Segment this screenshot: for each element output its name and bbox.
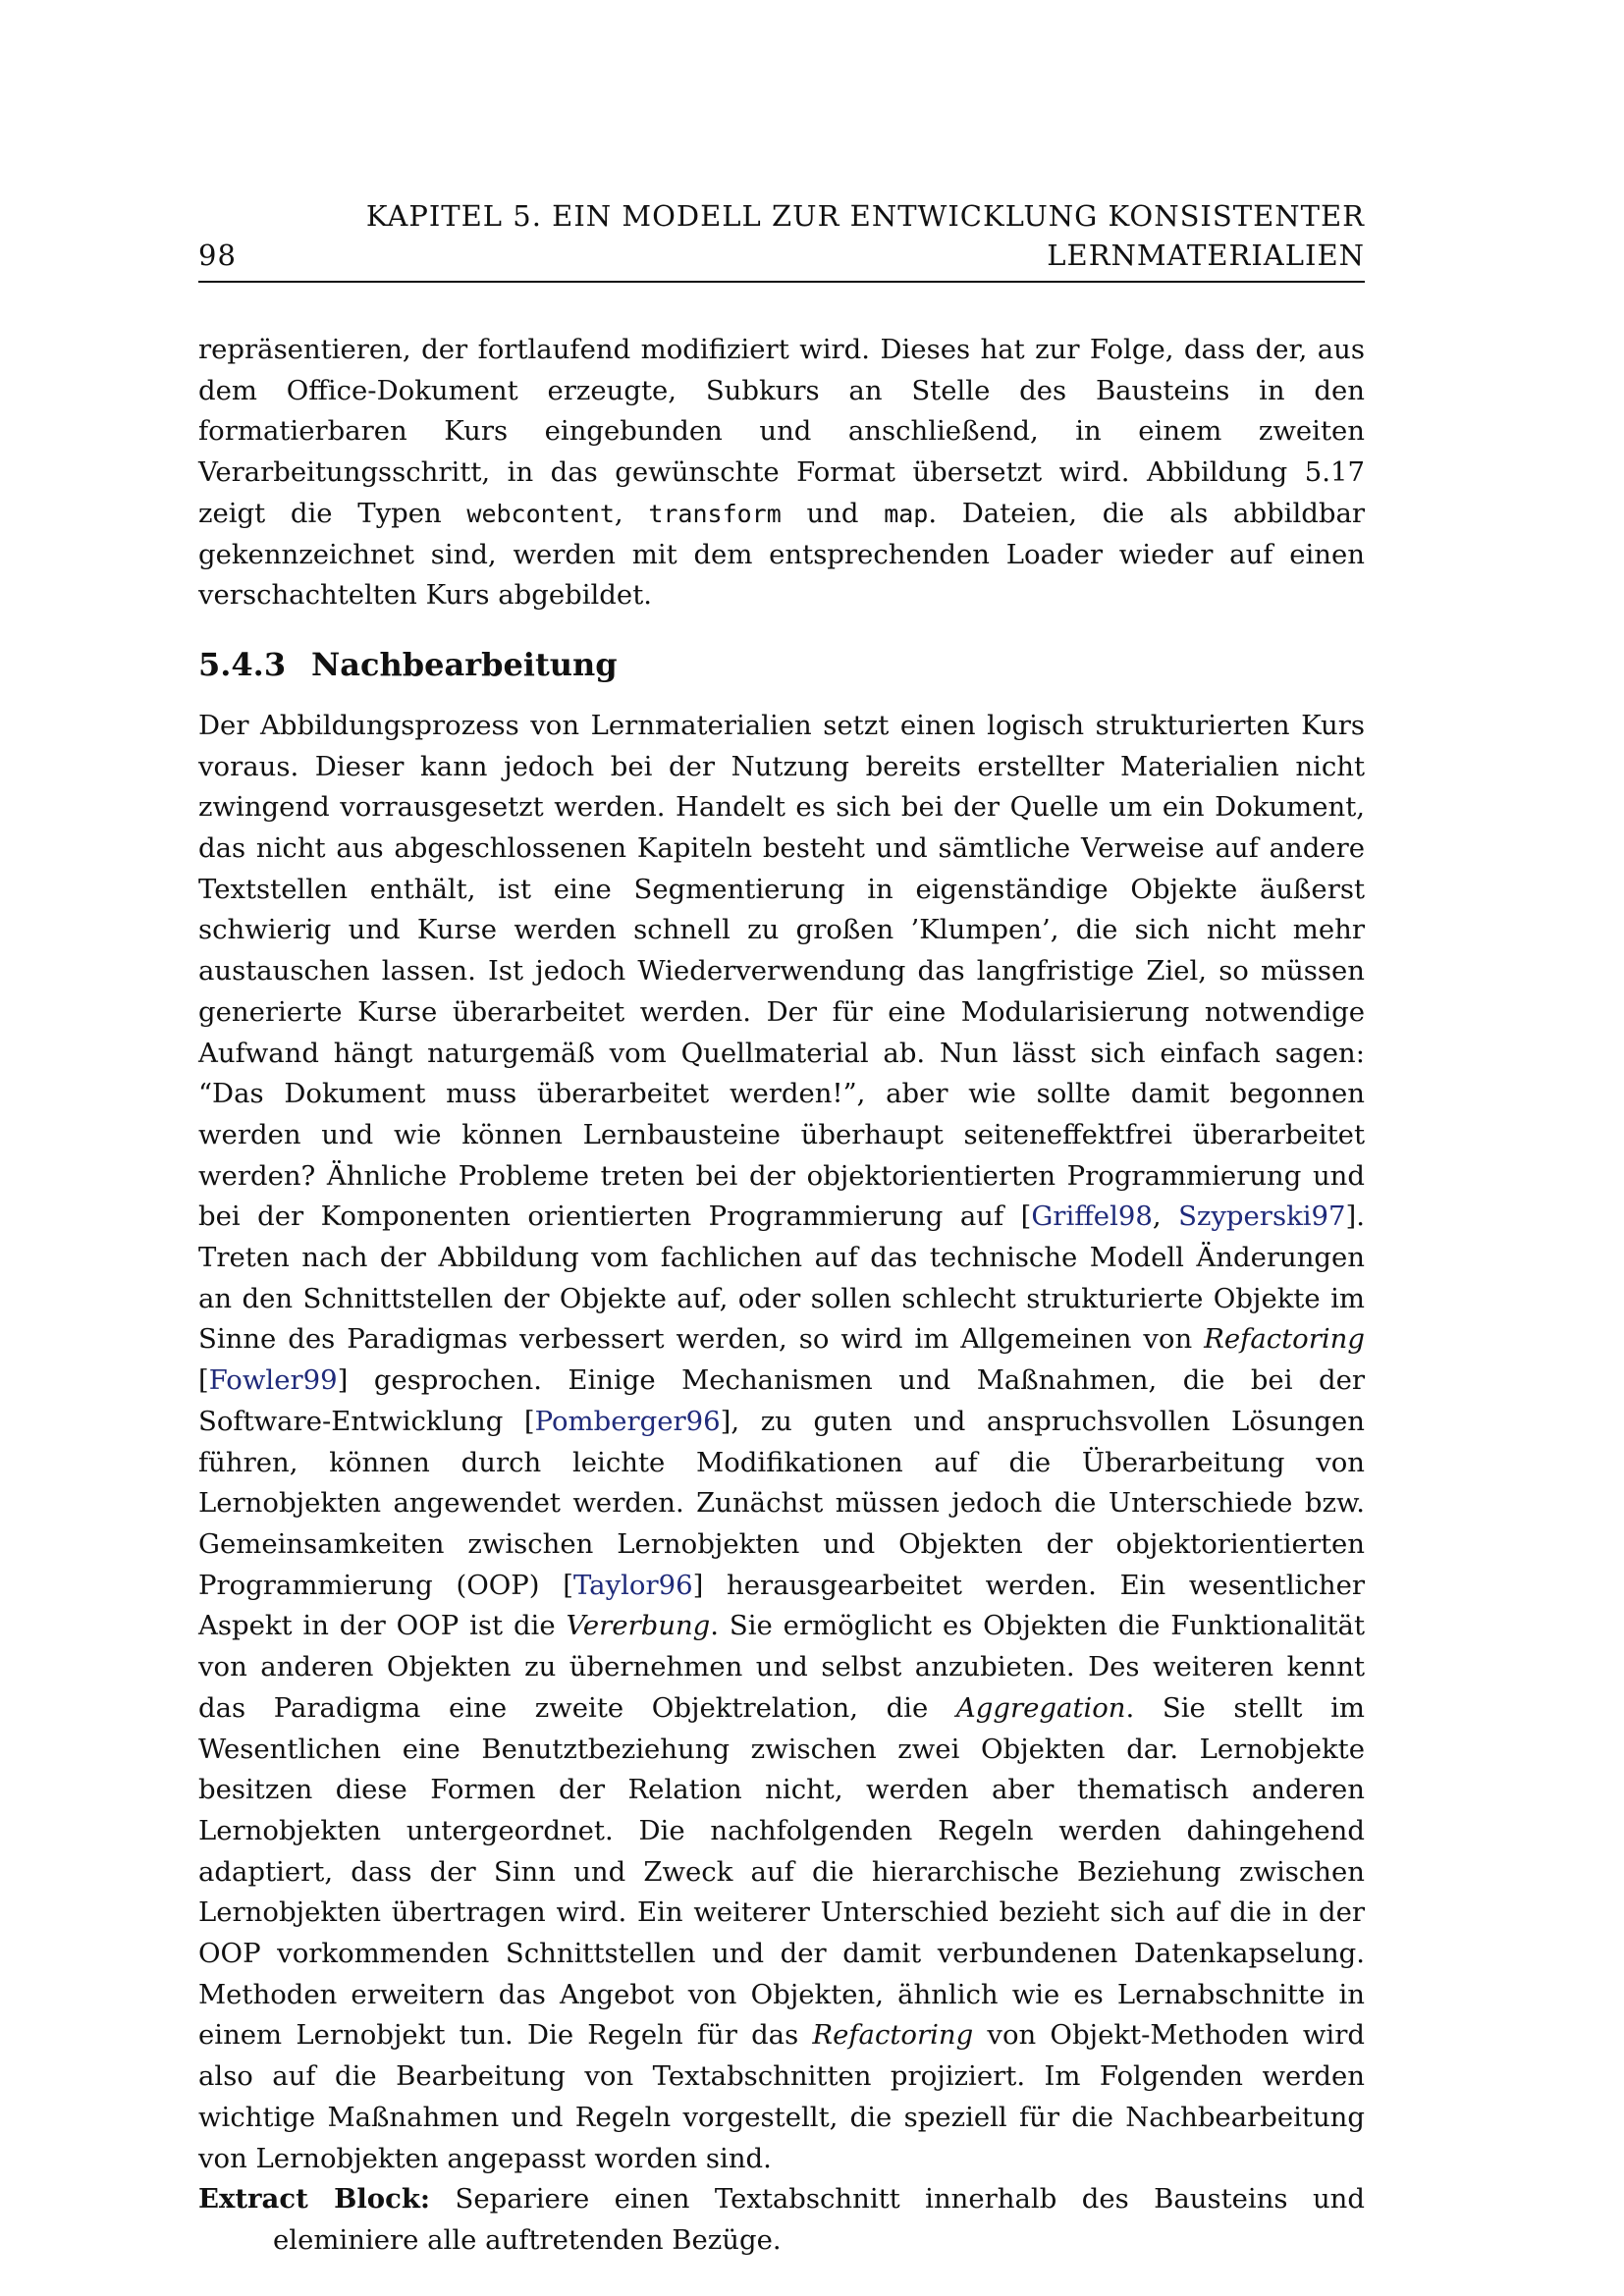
text-run: Der Abbildungsprozess von Lernmaterialien setzt einen logisch strukturierten Kurs voraus. Dieser kann jedoch bei der Nutzung bereits erstellter Materialien nicht zwingend vorrausgesetzt werden. Handelt es sich bei der Quelle um ein Dokument, das nicht aus abgeschlossenen Kapiteln besteht und sämtliche Verweise auf andere Textstellen enthält, ist eine Segmentierung in eigenständige Objekte äußerst schwierig und Kurse werden schnell zu großen ’Klumpen’, die sich nicht mehr austauschen lassen. Ist jedoch Wiederverwendung das langfristige Ziel, so müssen generierte Kurse überarbeitet werden. Der für eine Modularisierung notwendige Aufwand hängt naturgemäß vom Quellmaterial ab. Nun lässt sich einfach sagen: “Das Dokument muss überarbeitet werden!”, aber wie sollte damit begonnen werden und wie können Lernbausteine überhaupt seiteneffektfrei überarbeitet werden? Ähnliche Probleme treten bei der objektorientierten Programmierung und bei der Komponenten orientierten Programmierung auf [ <box>198 709 1365 1233</box>
definition-item <box>198 2179 1365 2261</box>
emphasis: Aggregation <box>955 1691 1126 1724</box>
chapter-title-line1: KAPITEL 5. EIN MODELL ZUR ENTWICKLUNG KONSISTENTER <box>365 199 1365 233</box>
code-map: map <box>884 499 929 528</box>
text-run: . Sie stellt im Wesentlichen eine Benutztbeziehung zwischen zwei Objekten dar. Lernobjekte besitzen diese Formen der Relation nicht, werden aber thematisch anderen Lernobjekten untergeordnet. Die nachfolgenden Regeln werden dahingehend adaptiert, dass der Sinn und Zweck auf die hierarchische Beziehung zwischen Lernobjekten übertragen wird. Ein weiterer Unterschied bezieht sich auf die in der OOP vorkommenden Schnittstellen und der damit verbundenen Datenkapselung. Methoden erweitern das Angebot von Objekten, ähnlich wie es Lernabschnitte in einem Lernobjekt tun. Die Regeln für das <box>198 1691 1365 2052</box>
text-run: , <box>1152 1201 1179 1233</box>
code-webcontent: webcontent <box>466 499 615 528</box>
text-run: ] gesprochen. Einige Mechanismen und Maßnahmen, die bei der Software-Entwicklung [ <box>198 1364 1365 1437</box>
text-run: ] herausgearbeitet werden. Ein wesentlicher Aspekt in der OOP ist die <box>198 1569 1365 1642</box>
text-run: , <box>614 497 649 529</box>
citation-link[interactable]: Pomberger96 <box>534 1405 721 1437</box>
definition-label: Extract Block: <box>198 2183 431 2216</box>
emphasis: Refactoring <box>812 2019 974 2052</box>
chapter-title-line2: LERNMATERIALIEN <box>1047 239 1365 272</box>
section-number: 5.4.3 <box>198 645 287 683</box>
text-run: ], zu guten und anspruchsvollen Lösungen führen, können durch leichte Modifikationen auf die Überarbeitung von Lernobjekten angewendet werden. Zunächst müssen jedoch die Unterschiede bzw. Gemeinsamkeiten zwischen Lernobjekten und Objekten der objektorientierten Programmierung (OOP) [ <box>198 1405 1365 1601</box>
text-run: ]. Treten nach der Abbildung vom fachlichen auf das technische Modell Änderungen an den Schnittstellen der Objekte auf, oder sollen schlecht strukturierte Objekte im Sinne des Paradigmas verbessert werden, so wird im Allgemeinen von <box>198 1201 1365 1356</box>
text-run: . Sie ermöglicht es Objekten die Funktionalität von anderen Objekten zu übernehmen und selbst anzubieten. Des weiteren kennt das Paradigma eine zweite Objektrelation, die <box>198 1610 1365 1724</box>
emphasis: Refactoring <box>1204 1323 1365 1356</box>
citation-link[interactable]: Griffel98 <box>1031 1201 1153 1233</box>
emphasis: Vererbung <box>566 1610 711 1642</box>
paragraph-intro <box>198 330 1365 616</box>
citation-link[interactable]: Fowler99 <box>208 1364 338 1397</box>
page-body <box>198 330 1365 2262</box>
text-run: und <box>781 497 885 529</box>
definition-text: Separiere einen Textabschnitt innerhalb des Bausteins und eleminiere alle auftretenden Bezüge. <box>273 2183 1365 2256</box>
citation-link[interactable]: Szyperski97 <box>1178 1201 1346 1233</box>
text-run: repräsentieren, der fortlaufend modifiziert wird. Dieses hat zur Folge, dass der, aus dem Office-Dokument erzeugte, Subkurs an Stelle des Bausteins in den formatierbaren Kurs eingebunden und anschließend, in einem zweiten Verarbeitungsschritt, in das gewünschte Format übersetzt wird. Abbildung 5.17 zeigt die Typen <box>198 334 1365 529</box>
section-heading <box>198 645 1365 684</box>
text-run: von Objekt-Methoden wird also auf die Bearbeitung von Textabschnitten projiziert. Im Folgenden werden wichtige Maßnahmen und Regeln vorgestellt, die speziell für die Nachbearbeitung von Lernobjekten angepasst worden sind. <box>198 2019 1365 2174</box>
running-header <box>198 196 1365 283</box>
text-run: [ <box>198 1364 209 1397</box>
code-transform: transform <box>648 499 782 528</box>
section-title: Nachbearbeitung <box>311 645 618 683</box>
text-run: . Dateien, die als abbildbar gekennzeichnet sind, werden mit dem entsprechenden Loader wieder auf einen verschachtelten Kurs abgebildet. <box>198 497 1366 612</box>
paragraph-main <box>198 706 1365 2179</box>
citation-link[interactable]: Taylor96 <box>572 1569 693 1601</box>
page-number: 98 <box>198 239 237 272</box>
